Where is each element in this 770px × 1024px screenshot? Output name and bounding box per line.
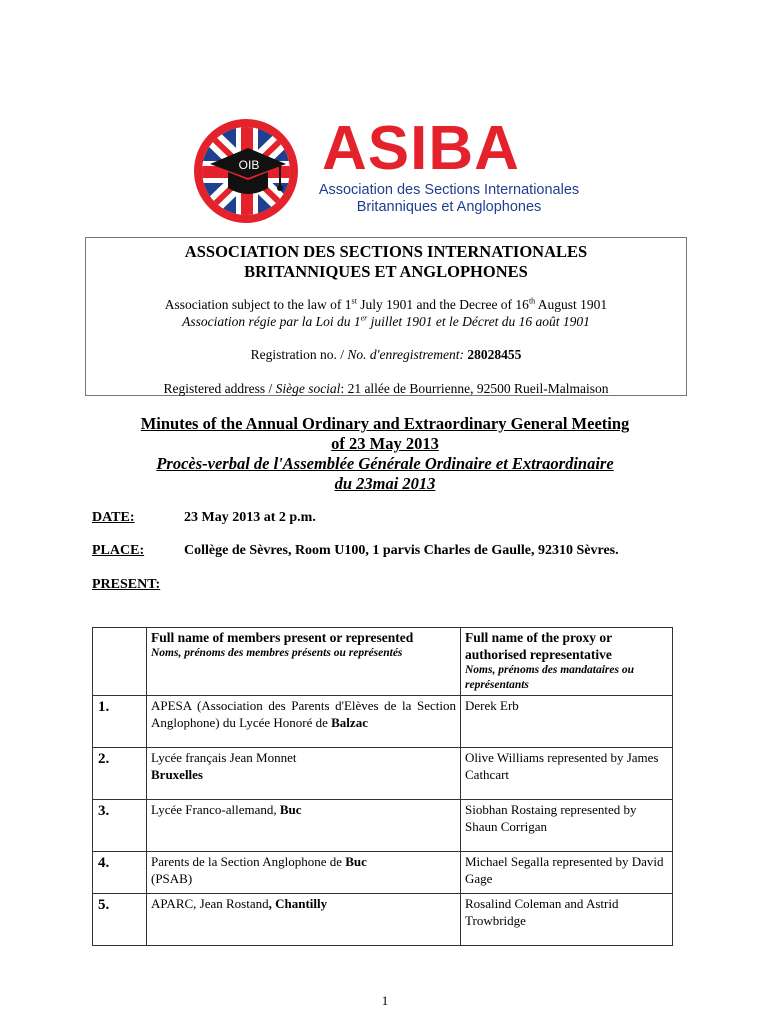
registered-address: Registered address / Siège social: 21 allée de Bourrienne, 92500 Rueil-Malmaison	[163, 381, 609, 396]
brand-subtitle-line1: Association des Sections Internationales	[318, 182, 580, 198]
row-number: 2.	[93, 748, 147, 800]
registration-number: Registration no. / No. d'enregistrement: 28028455	[250, 347, 522, 362]
proxy-name: Rosalind Coleman and Astrid Trowbridge	[461, 894, 673, 946]
row-number: 1.	[93, 696, 147, 748]
member-name: APESA (Association des Parents d'Elèves de la Section Anglophone) du Lycée Honoré de Balzac	[147, 696, 461, 748]
brand-name: ASIBA	[322, 114, 520, 183]
proxy-name: Siobhan Rostaing represented by Shaun Corrigan	[461, 800, 673, 852]
date-label: DATE:	[92, 510, 135, 525]
association-title-line2: BRITANNIQUES ET ANGLOPHONES	[244, 262, 528, 281]
table-row	[93, 696, 673, 748]
page-number: 1	[381, 993, 389, 1008]
row-number: 5.	[93, 894, 147, 946]
member-name: Lycée français Jean Monnet Bruxelles	[147, 748, 461, 800]
law-french: Association régie par la Loi du 1er juillet 1901 et le Décret du 16 août 1901	[182, 313, 590, 329]
minutes-title	[90, 414, 680, 494]
law-english: Association subject to the law of 1st July 1901 and the Decree of 16th August 1901	[164, 296, 608, 312]
oib-badge-text: OIB	[238, 158, 260, 172]
row-number: 3.	[93, 800, 147, 852]
member-name: Lycée Franco-allemand, Buc	[147, 800, 461, 852]
place-value: Collège de Sèvres, Room U100, 1 parvis Charles de Gaulle, 92310 Sèvres.	[184, 543, 619, 558]
table-header-member: Full name of members present or represented Noms, prénoms des membres présents ou représentés	[147, 628, 461, 696]
table-row	[93, 852, 673, 894]
brand-subtitle-line2: Britanniques et Anglophones	[356, 199, 542, 215]
table-header-row	[93, 628, 673, 696]
row-number: 4.	[93, 852, 147, 894]
present-label: PRESENT:	[92, 577, 161, 592]
minutes-title-line1: Minutes of the Annual Ordinary and Extraordinary General Meeting	[140, 414, 630, 433]
proxy-name: Derek Erb	[461, 696, 673, 748]
table-row	[93, 800, 673, 852]
association-title-line1: ASSOCIATION DES SECTIONS INTERNATIONALES	[184, 242, 588, 261]
association-header-box	[85, 237, 687, 396]
member-name: Parents de la Section Anglophone de Buc (PSAB)	[147, 852, 461, 894]
minutes-title-line4: du 23mai 2013	[334, 474, 436, 493]
asiba-logo-emblem	[192, 118, 304, 226]
date-value: 23 May 2013 at 2 p.m.	[184, 510, 316, 525]
table-row	[93, 894, 673, 946]
minutes-title-line3: Procès-verbal de l'Assemblée Générale Ordinaire et Extraordinaire	[156, 454, 614, 473]
brand-subtitle	[314, 182, 584, 216]
members-table	[92, 627, 673, 946]
proxy-name: Michael Segalla represented by David Gage	[461, 852, 673, 894]
minutes-title-line2: of 23 May 2013	[331, 434, 439, 453]
member-name: APARC, Jean Rostand, Chantilly	[147, 894, 461, 946]
table-header-number-cell	[93, 628, 147, 696]
proxy-name: Olive Williams represented by James Cathcart	[461, 748, 673, 800]
place-label: PLACE:	[92, 543, 145, 558]
table-header-proxy: Full name of the proxy or authorised representative Noms, prénoms des mandataires ou représentants	[461, 628, 673, 696]
table-row	[93, 748, 673, 800]
